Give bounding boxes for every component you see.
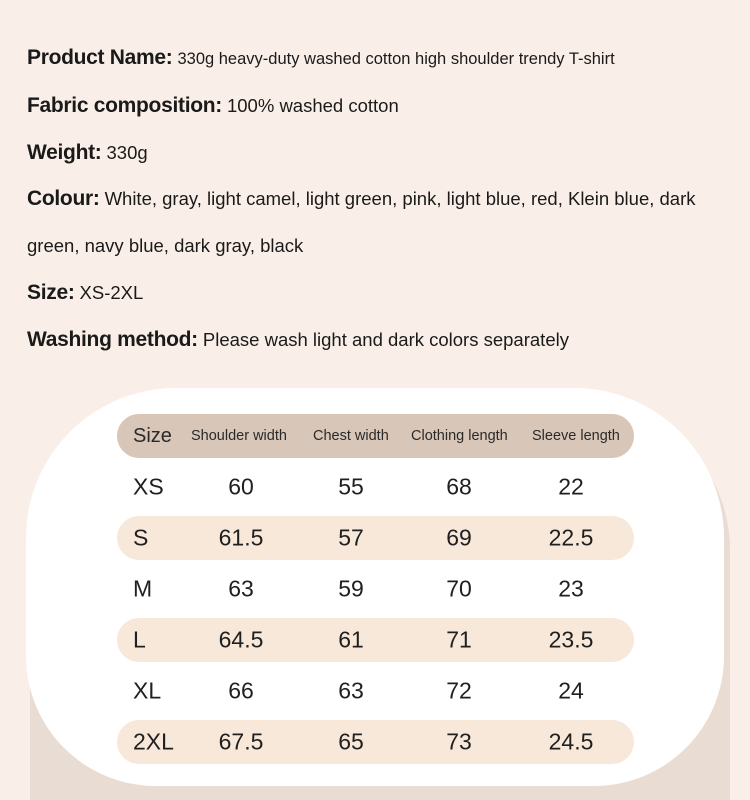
cell-shoulder-width: 64.5: [218, 626, 264, 653]
spec-weight: [27, 141, 742, 165]
table-row: [117, 567, 634, 611]
table-row: [117, 720, 634, 764]
table-row: [117, 618, 634, 662]
cell-chest-width: 61: [338, 626, 364, 653]
cell-chest-width: 55: [338, 473, 364, 500]
spec-fabric-composition: [27, 94, 742, 118]
cell-sleeve-length: 22: [558, 473, 584, 500]
cell-size: M: [133, 575, 153, 602]
cell-clothing-length: 73: [446, 728, 472, 755]
header-sleeve-length: Sleeve length: [532, 428, 620, 444]
cell-size: S: [133, 524, 149, 551]
cell-clothing-length: 68: [446, 473, 472, 500]
spec-value: 330g heavy-duty washed cotton high shoulder trendy T-shirt: [177, 50, 615, 68]
spec-key: Washing method:: [27, 328, 198, 351]
cell-chest-width: 63: [338, 677, 364, 704]
spec-key: Colour:: [27, 187, 100, 210]
header-chest-width: Chest width: [313, 428, 389, 444]
cell-size: XS: [133, 473, 164, 500]
spec-colour: [27, 176, 742, 270]
spec-key: Size:: [27, 281, 75, 304]
spec-value: 330g: [106, 142, 148, 163]
spec-key: Weight:: [27, 141, 102, 164]
spec-product-name: [27, 46, 742, 71]
cell-clothing-length: 69: [446, 524, 472, 551]
spec-washing-method: [27, 328, 742, 352]
cell-sleeve-length: 23: [558, 575, 584, 602]
cell-chest-width: 65: [338, 728, 364, 755]
cell-size: 2XL: [133, 728, 174, 755]
size-table: [117, 414, 634, 764]
cell-shoulder-width: 67.5: [218, 728, 264, 755]
table-row: [117, 465, 634, 509]
cell-size: XL: [133, 677, 162, 704]
cell-sleeve-length: 22.5: [548, 524, 594, 551]
product-specs: [27, 46, 742, 375]
cell-sleeve-length: 24: [558, 677, 584, 704]
header-size: Size: [133, 424, 172, 447]
header-shoulder-width: Shoulder width: [191, 428, 287, 444]
spec-key: Fabric composition:: [27, 94, 222, 117]
cell-chest-width: 57: [338, 524, 364, 551]
cell-clothing-length: 70: [446, 575, 472, 602]
spec-value: White, gray, light camel, light green, pink, light blue, red, Klein blue, dark green, navy blue, dark gray, black: [27, 188, 696, 256]
spec-size: [27, 281, 742, 305]
cell-sleeve-length: 24.5: [548, 728, 594, 755]
cell-shoulder-width: 63: [228, 575, 254, 602]
cell-sleeve-length: 23.5: [548, 626, 594, 653]
cell-shoulder-width: 66: [228, 677, 254, 704]
cell-shoulder-width: 61.5: [218, 524, 264, 551]
spec-value: XS-2XL: [79, 282, 144, 303]
cell-clothing-length: 71: [446, 626, 472, 653]
cell-chest-width: 59: [338, 575, 364, 602]
cell-shoulder-width: 60: [228, 473, 254, 500]
header-clothing-length: Clothing length: [411, 428, 508, 444]
spec-value: 100% washed cotton: [226, 95, 399, 116]
cell-size: L: [133, 626, 146, 653]
spec-key: Product Name:: [27, 46, 173, 69]
size-table-header: [117, 414, 634, 458]
table-row: [117, 516, 634, 560]
cell-clothing-length: 72: [446, 677, 472, 704]
table-row: [117, 669, 634, 713]
spec-value: Please wash light and dark colors separately: [202, 329, 569, 350]
